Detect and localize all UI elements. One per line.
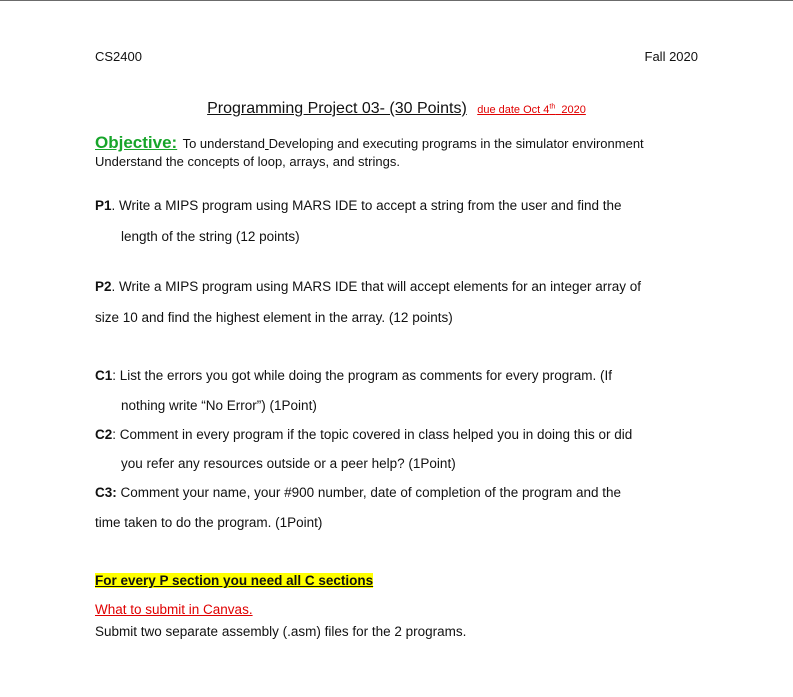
- c2-line-2: you refer any resources outside or a peer help? (1Point): [121, 456, 456, 471]
- objective-section: [95, 134, 715, 171]
- p1-text-1: . Write a MIPS program using MARS IDE to accept a string from the user and find the: [111, 198, 622, 213]
- c1-line-1: [95, 368, 612, 383]
- c1-text-1: : List the errors you got while doing the program as comments for every program. (If: [112, 368, 612, 383]
- requirement-note: [95, 573, 373, 588]
- objective-label: Objective:: [95, 133, 178, 152]
- highlighted-note: For every P section you need all C sections: [95, 573, 374, 588]
- objective-text-1: To understand: [182, 136, 265, 151]
- c2-line-1: [95, 427, 632, 442]
- c1-tag: C1: [95, 368, 113, 383]
- p2-tag: P2: [95, 279, 112, 294]
- due-date-suffix: th: [549, 103, 556, 111]
- due-date-prefix: due date Oct 4: [477, 104, 550, 116]
- due-date-year: 2020: [561, 104, 586, 116]
- p1-line-2: length of the string (12 points): [121, 229, 300, 244]
- p1-tag: P1: [95, 198, 112, 213]
- p2-text-1: . Write a MIPS program using MARS IDE that will accept elements for an integer array of: [111, 279, 641, 294]
- c2-text-1: : Comment in every program if the topic covered in class helped you in doing this or did: [112, 427, 633, 442]
- due-date: [477, 104, 586, 116]
- document-title: Programming Project 03- (30 Points): [207, 100, 467, 117]
- c3-line-1: [95, 485, 621, 500]
- top-border-line: [0, 0, 793, 1]
- objective-line-2: Understand the concepts of loop, arrays, and strings.: [95, 154, 400, 169]
- course-code: CS2400: [95, 49, 142, 64]
- objective-text-2: Developing and executing programs in the simulator environment: [268, 136, 644, 151]
- p1-line-1: [95, 198, 621, 213]
- submit-heading: What to submit in Canvas.: [95, 602, 253, 617]
- c3-tag: C3:: [95, 485, 117, 500]
- submit-instructions: Submit two separate assembly (.asm) files for the 2 programs.: [95, 624, 467, 639]
- document-title-line: [0, 100, 793, 118]
- c3-line-2: time taken to do the program. (1Point): [95, 515, 323, 530]
- term-label: Fall 2020: [644, 49, 698, 64]
- p2-line-2: size 10 and find the highest element in the array. (12 points): [95, 310, 453, 325]
- p2-line-1: [95, 279, 641, 294]
- c1-line-2: nothing write “No Error”) (1Point): [121, 398, 317, 413]
- c3-text-1: Comment your name, your #900 number, date of completion of the program and the: [116, 485, 622, 500]
- c2-tag: C2: [95, 427, 113, 442]
